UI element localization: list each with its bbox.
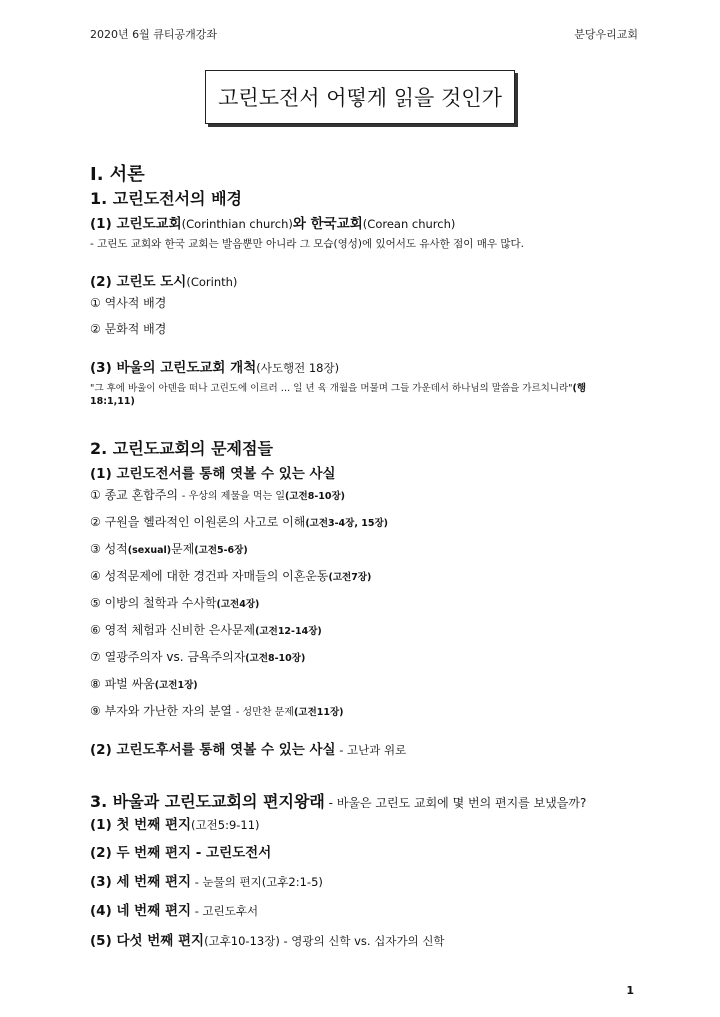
list-item: ① 종교 혼합주의 - 우상의 제물을 먹는 일(고전8-10장): [90, 488, 346, 502]
letter-item: (1) 첫 번째 편지(고전5:9-11): [90, 817, 260, 833]
subsection-heading-1: 1. 고린도전서의 배경: [90, 189, 242, 208]
scripture-quote-ref: 18:1,11): [90, 396, 135, 407]
document-title: [205, 70, 515, 124]
list-item: ⑧ 파벌 싸움(고전1장): [90, 677, 198, 691]
paragraph-heading-1-3: (3) 바울의 고린도교회 개척(사도행전 18장): [90, 360, 340, 376]
list-item: ⑥ 영적 체험과 신비한 은사문제(고전12-14장): [90, 623, 322, 637]
paragraph-heading-1-2: (2) 고린도 도시(Corinth): [90, 274, 238, 290]
scripture-quote: "그 후에 바울이 아덴을 떠나 고린도에 이르러 … 일 년 육 개월을 머물며 그들 가운데서 하나님의 말씀을 가르치니라"(행: [90, 383, 587, 394]
letter-item: (2) 두 번째 편지 - 고린도전서: [90, 845, 272, 861]
header-left: 2020년 6월 큐티공개강좌: [90, 28, 217, 41]
list-item: ④ 성적문제에 대한 경건파 자매들의 이혼운동(고전7장): [90, 569, 372, 583]
subsection-heading-2: 2. 고린도교회의 문제점들: [90, 439, 273, 458]
subsection-heading-3: 3. 바울과 고린도교회의 편지왕래 - 바울은 고린도 교회에 몇 번의 편지를 보냈을까?: [90, 792, 587, 811]
letter-item: (3) 세 번째 편지 - 눈물의 편지(고후2:1-5): [90, 874, 323, 890]
paragraph-heading-1-1: (1) 고린도교회(Corinthian church)와 한국교회(Corean church): [90, 216, 456, 232]
paragraph-heading-2-1: (1) 고린도전서를 통해 엿볼 수 있는 사실: [90, 466, 336, 482]
letter-item: (4) 네 번째 편지 - 고린도후서: [90, 903, 259, 919]
list-item: ② 구원을 헬라적인 이원론의 사고로 이해(고전3-4장, 15장): [90, 515, 389, 529]
list-item: ① 역사적 배경: [90, 296, 167, 310]
list-item: ⑤ 이방의 철학과 수사학(고전4장): [90, 596, 260, 610]
document-title-text: 고린도전서 어떻게 읽을 것인가: [218, 86, 502, 110]
section-heading: I. 서론: [90, 164, 145, 185]
header-right: 분당우리교회: [574, 28, 638, 41]
paragraph-heading-2-2: (2) 고린도후서를 통해 엿볼 수 있는 사실 - 고난과 위로: [90, 742, 407, 758]
letter-item: (5) 다섯 번째 편지(고후10-13장) - 영광의 신학 vs. 십자가의 신학: [90, 933, 445, 949]
list-item: ③ 성적(sexual)문제(고전5-6장): [90, 542, 248, 556]
page-number: 1: [626, 984, 634, 997]
list-item: ⑨ 부자와 가난한 자의 분열 - 성만찬 문제(고전11장): [90, 704, 344, 718]
list-item: ⑦ 열광주의자 vs. 금욕주의자(고전8-10장): [90, 650, 306, 664]
list-item: ② 문화적 배경: [90, 322, 167, 336]
paragraph-note-1-1: - 고린도 교회와 한국 교회는 발음뿐만 아니라 그 모습(영성)에 있어서도 유사한 점이 매우 많다.: [90, 238, 524, 250]
